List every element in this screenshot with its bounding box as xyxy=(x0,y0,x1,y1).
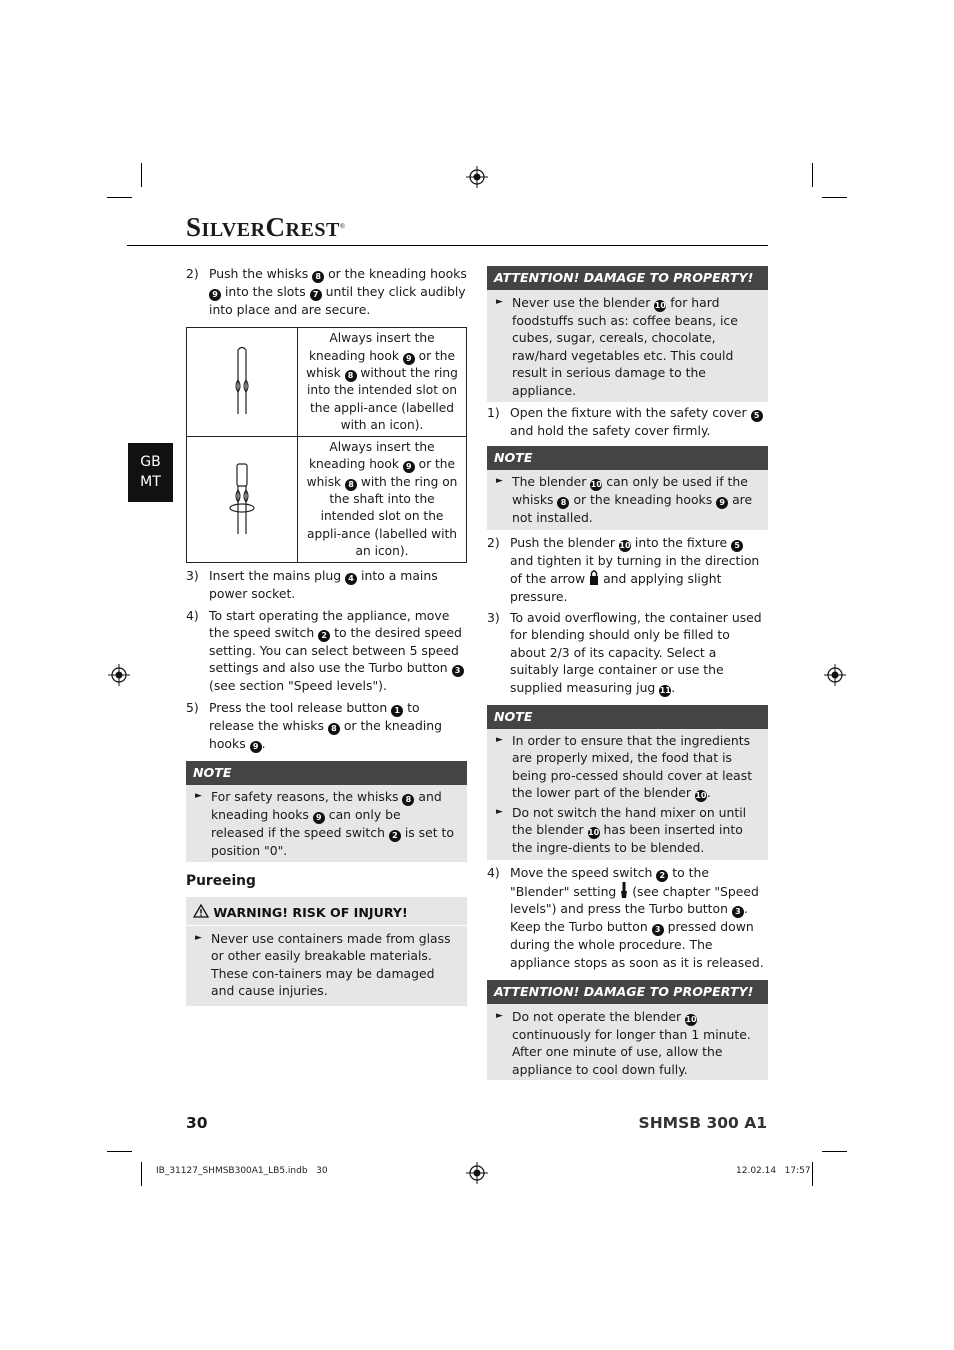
brand-logo: SILVERCREST® xyxy=(186,212,346,242)
note-title: NOTE xyxy=(186,761,467,785)
attachment-picture xyxy=(187,437,298,563)
attachment-instruction-1: Always insert the kneading hook 9 or the whisk 8 without the ring into the intended slot on the appli-ance (labelled with an icon). xyxy=(298,328,467,437)
registration-mark-icon xyxy=(108,664,130,686)
crop-mark xyxy=(812,163,813,187)
crop-mark xyxy=(107,197,132,198)
bullet-arrow-icon: ► xyxy=(496,476,503,487)
step-2-right: 2) Push the blender 10 into the fixture 5 and tighten it by turning in the direction of the arrow and applying slight pressure. xyxy=(487,534,760,604)
crop-mark xyxy=(822,1151,847,1152)
attention-box-1 xyxy=(487,266,768,402)
crop-mark xyxy=(141,1162,142,1186)
warning-title: WARNING! RISK OF INJURY! xyxy=(186,897,467,925)
attention-box-2 xyxy=(487,980,768,1080)
note-box xyxy=(487,705,768,860)
warning-triangle-icon xyxy=(193,904,209,918)
note-title: NOTE xyxy=(487,446,768,470)
attachment-instruction-2: Always insert the kneading hook 9 or the whisk 8 with the ring on the shaft into the intended slot on the appli-ance (labelled with an icon). xyxy=(298,437,467,563)
note-box xyxy=(487,446,768,529)
left-column xyxy=(186,265,467,1006)
attachment-table xyxy=(186,327,467,563)
crop-mark xyxy=(141,163,142,187)
warning-box xyxy=(186,897,467,1007)
crop-mark xyxy=(812,1162,813,1186)
crop-mark xyxy=(822,197,847,198)
slug-datetime: 12.02.14 17:57 xyxy=(736,1166,811,1176)
right-column xyxy=(487,266,768,1080)
note-title: NOTE xyxy=(487,705,768,729)
note-bullet: ► In order to ensure that the ingredients are properly mixed, the food that is being pro-cessed should cover at least the lower part of the blender 10. xyxy=(496,732,753,800)
registration-mark-icon xyxy=(824,664,846,686)
step-4-right: 4) Move the speed switch 2 to the "Blender" setting (see chapter "Speed levels") and press the Turbo button 3 . Keep the Turbo button 3 pressed down during the whole procedure. The appliance stops as soon as it is released. xyxy=(487,864,764,970)
whisk-with-ring-icon xyxy=(227,460,257,536)
step-3-right: 3) To avoid overflowing, the container used for blending should only be filled to about 2/3 of its capacity. Select a suitably large container or use the supplied measuring jug 11. xyxy=(487,610,762,695)
crop-mark xyxy=(107,1151,132,1152)
blender-setting-icon xyxy=(620,882,628,899)
bullet-arrow-icon: ► xyxy=(496,1010,503,1021)
step-1-right: 1) Open the fixture with the safety cover 5 and hold the safety cover firmly. xyxy=(487,404,768,439)
header-rule xyxy=(127,245,768,246)
note-bullet: ► For safety reasons, the whisks 8 and kneading hooks 9 can only be released if the speed switch 2 is set to position "0". xyxy=(195,788,454,858)
model-name: SHMSB 300 A1 xyxy=(638,1114,767,1132)
attention-title: ATTENTION! DAMAGE TO PROPERTY! xyxy=(487,266,768,290)
whisk-without-ring-icon xyxy=(230,344,254,416)
registration-mark-icon xyxy=(466,1162,488,1184)
attention-bullet: ► Never use the blender 10 for hard foodstuffs such as: coffee beans, ice cubes, sugar, cereals, chocolate, raw/hard vegetables etc. This could result in serious damage to the appliance. xyxy=(496,295,738,398)
step-4-left: 4) To start operating the appliance, move the speed switch 2 to the desired speed setting. You can select between 5 speed settings and also use the Turbo button 3 (see section "Speed levels"). xyxy=(186,607,462,694)
attention-title: ATTENTION! DAMAGE TO PROPERTY! xyxy=(487,980,768,1004)
bullet-arrow-icon: ► xyxy=(496,297,503,307)
registration-mark-icon xyxy=(466,166,488,188)
step-2-left: 2) Push the whisks 8 or the kneading hooks 9 into the slots 7 until they click audibly into place and are secure. xyxy=(186,266,467,317)
bullet-arrow-icon: ► xyxy=(496,734,503,745)
step-3-left: 3) Insert the mains plug 4 into a mains power socket. xyxy=(186,568,438,602)
attention-bullet: ► Do not operate the blender 10 continuously for longer than 1 minute. After one minute of use, allow the appliance to cool down fully. xyxy=(496,1008,751,1077)
bullet-arrow-icon: ► xyxy=(195,790,202,801)
bullet-arrow-icon: ► xyxy=(496,806,503,817)
page-number: 30 xyxy=(186,1114,208,1132)
slug-file: IB_31127_SHMSB300A1_LB5.indb 30 xyxy=(156,1166,328,1176)
section-heading-pureeing: Pureeing xyxy=(186,873,256,890)
warning-bullet: ► Never use containers made from glass or other easily breakable materials. These con-tainers may be damaged and cause injuries. xyxy=(195,930,451,998)
note-bullet: ► Do not switch the hand mixer on until the blender 10 has been inserted into the ingre-dients to be blended. xyxy=(496,804,747,856)
step-5-left: 5) Press the tool release button 1 to release the whisks 8 or the kneading hooks 9 . xyxy=(186,699,442,751)
bullet-arrow-icon: ► xyxy=(195,932,202,943)
language-tab: GB MT xyxy=(128,443,173,502)
note-box xyxy=(186,761,467,862)
lock-arrow-icon xyxy=(589,569,599,586)
attachment-picture xyxy=(187,328,298,437)
note-bullet: ► The blender 10 can only be used if the whisks 8 or the kneading hooks 9 are not installed. xyxy=(496,474,753,526)
